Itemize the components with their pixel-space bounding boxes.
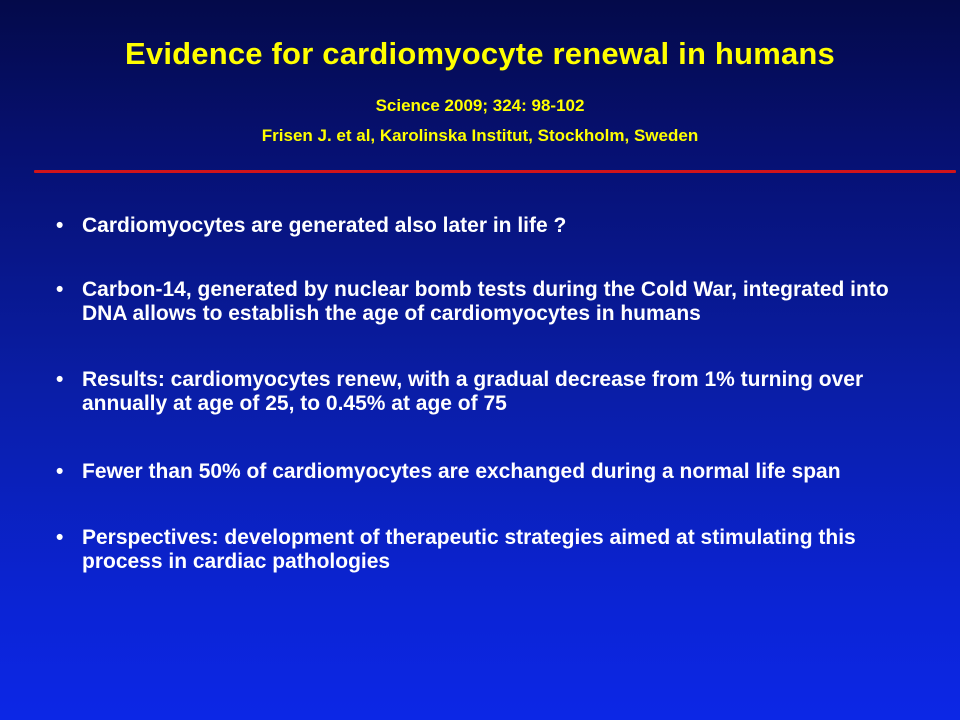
bullet-dot-icon: • bbox=[56, 526, 64, 549]
bullet-dot-icon: • bbox=[56, 368, 64, 391]
bullet-item bbox=[56, 214, 936, 238]
bullet-text: Perspectives: development of therapeutic strategies aimed at stimulating this process in cardiac pathologies bbox=[82, 526, 856, 573]
bullet-item bbox=[56, 460, 936, 484]
bullet-item bbox=[56, 368, 936, 416]
bullet-text: Results: cardiomyocytes renew, with a gradual decrease from 1% turning over annually at age of 25, to 0.45% at age of 75 bbox=[82, 368, 864, 415]
citation-authors: Frisen J. et al, Karolinska Institut, Stockholm, Sweden bbox=[261, 126, 699, 145]
slide-title: Evidence for cardiomyocyte renewal in humans bbox=[125, 36, 835, 71]
bullet-list bbox=[56, 214, 936, 574]
bullet-dot-icon: • bbox=[56, 460, 64, 483]
bullet-dot-icon: • bbox=[56, 214, 64, 237]
bullet-item bbox=[56, 526, 936, 574]
bullet-text: Cardiomyocytes are generated also later in life ? bbox=[82, 214, 567, 237]
bullet-item bbox=[56, 278, 936, 326]
citation-journal: Science 2009; 324: 98-102 bbox=[375, 96, 585, 115]
bullet-dot-icon: • bbox=[56, 278, 64, 301]
bullet-text: Carbon-14, generated by nuclear bomb tests during the Cold War, integrated into DNA allows to establish the age of cardiomyocytes in humans bbox=[82, 278, 889, 325]
bullet-text: Fewer than 50% of cardiomyocytes are exchanged during a normal life span bbox=[82, 460, 841, 483]
title-divider bbox=[34, 170, 956, 173]
